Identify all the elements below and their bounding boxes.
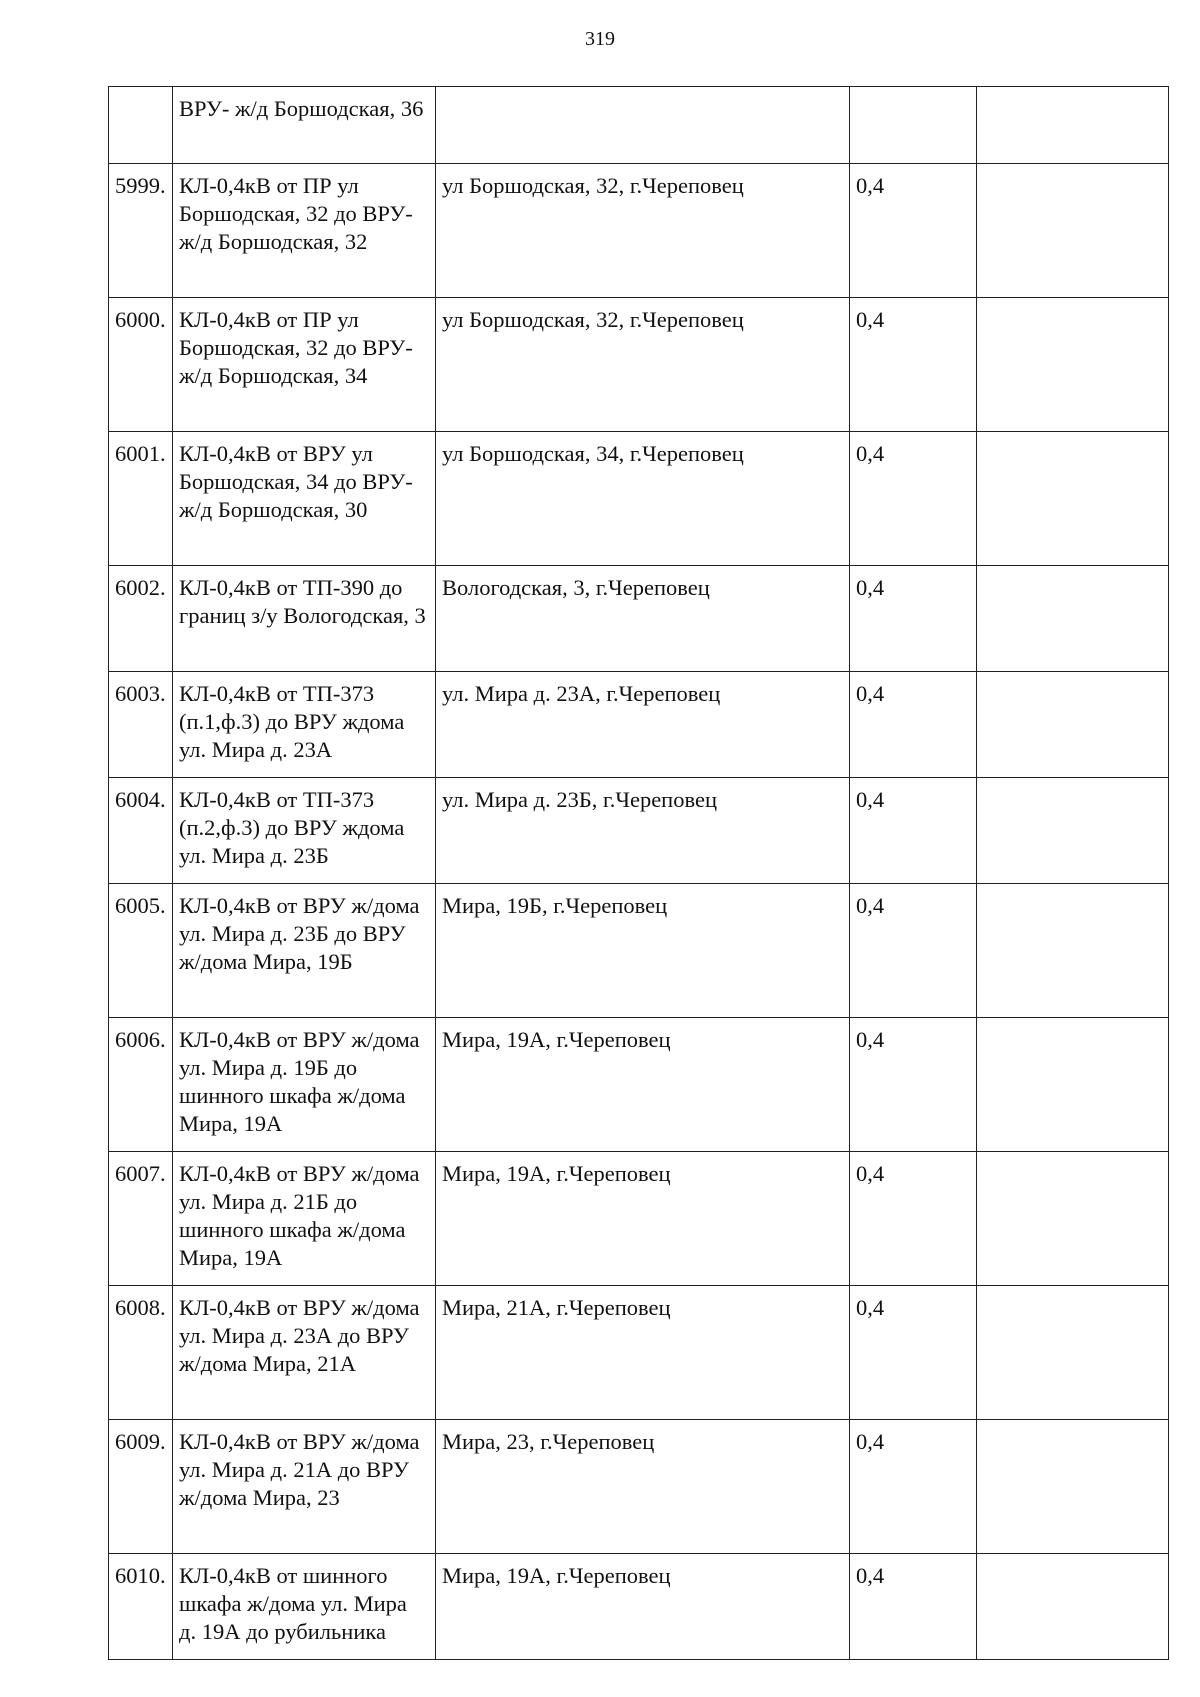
- object-name-cell: КЛ-0,4кВ от ПР ул Боршодская, 32 до ВРУ- ж/д Боршодская, 34: [173, 298, 436, 432]
- table-row: [109, 884, 1169, 1018]
- extra-cell: [977, 164, 1169, 298]
- extra-cell: [977, 1420, 1169, 1554]
- address-cell: ул Боршодская, 34, г.Череповец: [436, 432, 850, 566]
- row-number-cell: 6010.: [109, 1554, 173, 1660]
- address-cell: Мира, 19А, г.Череповец: [436, 1152, 850, 1286]
- object-name-cell: ВРУ- ж/д Боршодская, 36: [173, 87, 436, 164]
- address-cell: ул Боршодская, 32, г.Череповец: [436, 298, 850, 432]
- objects-table: [108, 86, 1169, 1660]
- address-cell: Мира, 19А, г.Череповец: [436, 1554, 850, 1660]
- voltage-cell: 0,4: [850, 566, 977, 672]
- extra-cell: [977, 1286, 1169, 1420]
- row-number-cell: 6000.: [109, 298, 173, 432]
- table-row: [109, 298, 1169, 432]
- voltage-cell: 0,4: [850, 1420, 977, 1554]
- address-cell: ул Боршодская, 32, г.Череповец: [436, 164, 850, 298]
- address-cell: Мира, 23, г.Череповец: [436, 1420, 850, 1554]
- row-number-cell: 6003.: [109, 672, 173, 778]
- object-name-cell: КЛ-0,4кВ от ТП-373 (п.1,ф.3) до ВРУ ждома ул. Мира д. 23А: [173, 672, 436, 778]
- table-row: [109, 672, 1169, 778]
- voltage-cell: 0,4: [850, 1152, 977, 1286]
- extra-cell: [977, 1554, 1169, 1660]
- extra-cell: [977, 884, 1169, 1018]
- voltage-cell: 0,4: [850, 1554, 977, 1660]
- table-body: [109, 87, 1169, 1660]
- table-row: [109, 778, 1169, 884]
- row-number-cell: 6004.: [109, 778, 173, 884]
- voltage-cell: 0,4: [850, 164, 977, 298]
- address-cell: Мира, 21А, г.Череповец: [436, 1286, 850, 1420]
- address-cell: ул. Мира д. 23Б, г.Череповец: [436, 778, 850, 884]
- extra-cell: [977, 87, 1169, 164]
- extra-cell: [977, 298, 1169, 432]
- object-name-cell: КЛ-0,4кВ от ВРУ ж/дома ул. Мира д. 19Б до шинного шкафа ж/дома Мира, 19А: [173, 1018, 436, 1152]
- object-name-cell: КЛ-0,4кВ от ТП-373 (п.2,ф.3) до ВРУ ждома ул. Мира д. 23Б: [173, 778, 436, 884]
- row-number-cell: 6008.: [109, 1286, 173, 1420]
- extra-cell: [977, 1018, 1169, 1152]
- extra-cell: [977, 566, 1169, 672]
- table-row: [109, 566, 1169, 672]
- row-number-cell: 6007.: [109, 1152, 173, 1286]
- extra-cell: [977, 1152, 1169, 1286]
- table-row: [109, 87, 1169, 164]
- table-row: [109, 1152, 1169, 1286]
- address-cell: [436, 87, 850, 164]
- row-number-cell: 6002.: [109, 566, 173, 672]
- address-cell: Мира, 19Б, г.Череповец: [436, 884, 850, 1018]
- table-row: [109, 1554, 1169, 1660]
- address-cell: Мира, 19А, г.Череповец: [436, 1018, 850, 1152]
- row-number-cell: 6006.: [109, 1018, 173, 1152]
- row-number-cell: 5999.: [109, 164, 173, 298]
- table-row: [109, 1018, 1169, 1152]
- object-name-cell: КЛ-0,4кВ от ВРУ ул Боршодская, 34 до ВРУ- ж/д Боршодская, 30: [173, 432, 436, 566]
- voltage-cell: 0,4: [850, 1286, 977, 1420]
- row-number-cell: [109, 87, 173, 164]
- object-name-cell: КЛ-0,4кВ от ВРУ ж/дома ул. Мира д. 21А до ВРУ ж/дома Мира, 23: [173, 1420, 436, 1554]
- table-row: [109, 164, 1169, 298]
- address-cell: Вологодская, 3, г.Череповец: [436, 566, 850, 672]
- table-row: [109, 1286, 1169, 1420]
- page-number: 319: [585, 28, 615, 50]
- extra-cell: [977, 672, 1169, 778]
- object-name-cell: КЛ-0,4кВ от ВРУ ж/дома ул. Мира д. 23А до ВРУ ж/дома Мира, 21А: [173, 1286, 436, 1420]
- object-name-cell: КЛ-0,4кВ от ВРУ ж/дома ул. Мира д. 23Б до ВРУ ж/дома Мира, 19Б: [173, 884, 436, 1018]
- table-row: [109, 432, 1169, 566]
- voltage-cell: 0,4: [850, 672, 977, 778]
- object-name-cell: КЛ-0,4кВ от ТП-390 до границ з/у Вологодская, 3: [173, 566, 436, 672]
- voltage-cell: [850, 87, 977, 164]
- voltage-cell: 0,4: [850, 884, 977, 1018]
- object-name-cell: КЛ-0,4кВ от ВРУ ж/дома ул. Мира д. 21Б до шинного шкафа ж/дома Мира, 19А: [173, 1152, 436, 1286]
- voltage-cell: 0,4: [850, 778, 977, 884]
- voltage-cell: 0,4: [850, 1018, 977, 1152]
- extra-cell: [977, 432, 1169, 566]
- voltage-cell: 0,4: [850, 432, 977, 566]
- row-number-cell: 6009.: [109, 1420, 173, 1554]
- voltage-cell: 0,4: [850, 298, 977, 432]
- object-name-cell: КЛ-0,4кВ от ПР ул Боршодская, 32 до ВРУ- ж/д Боршодская, 32: [173, 164, 436, 298]
- address-cell: ул. Мира д. 23А, г.Череповец: [436, 672, 850, 778]
- row-number-cell: 6001.: [109, 432, 173, 566]
- table-row: [109, 1420, 1169, 1554]
- row-number-cell: 6005.: [109, 884, 173, 1018]
- extra-cell: [977, 778, 1169, 884]
- object-name-cell: КЛ-0,4кВ от шинного шкафа ж/дома ул. Мира д. 19А до рубильника: [173, 1554, 436, 1660]
